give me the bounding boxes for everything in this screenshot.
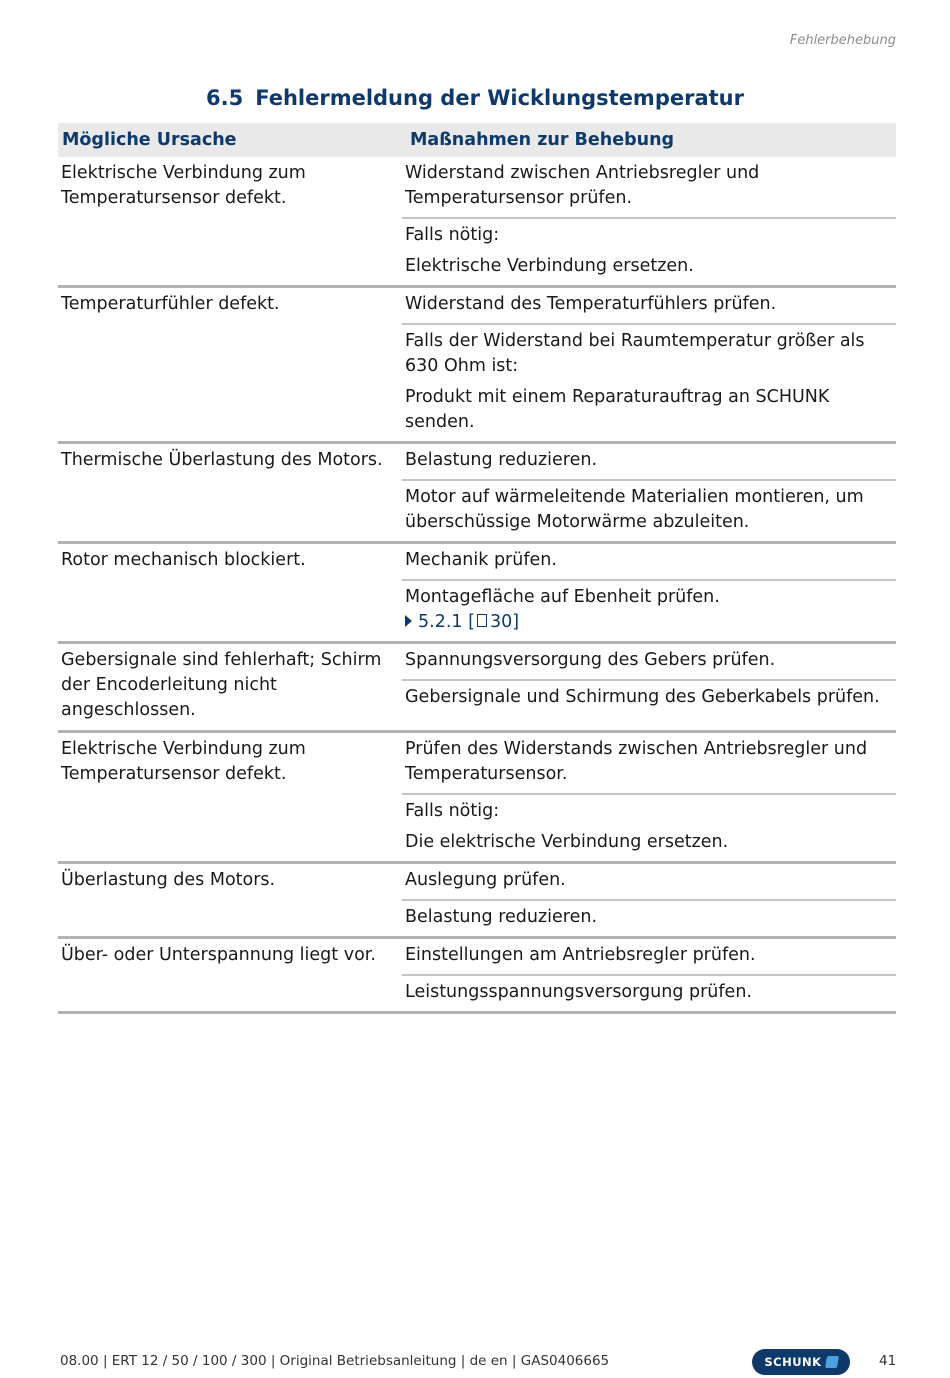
xref-page: 30 <box>489 612 513 632</box>
action-item-text: Montagefläche auf Ebenheit prüfen. <box>405 587 720 607</box>
footer-text: 08.00 | ERT 12 / 50 / 100 / 300 | Original Betriebsanleitung | de en | GAS0406665 <box>60 1353 610 1369</box>
actions-cell <box>402 864 896 936</box>
table-row <box>58 864 896 939</box>
action-item: Prüfen des Widerstands zwischen Antriebsregler und Temperatursensor. <box>402 733 896 795</box>
actions-cell <box>402 644 896 730</box>
cause-cell: Rotor mechanisch blockiert. <box>61 550 306 570</box>
action-item: Falls der Widerstand bei Raumtemperatur größer als 630 Ohm ist: <box>405 331 865 376</box>
action-item: Auslegung prüfen. <box>402 864 896 901</box>
xref-close-bracket: ] <box>512 612 520 632</box>
cause-cell: Temperaturfühler defekt. <box>61 294 280 314</box>
action-item: Motor auf wärmeleitende Materialien montieren, um überschüssige Motorwärme abzuleiten. <box>405 487 864 532</box>
actions-cell <box>402 444 896 541</box>
table-row <box>58 644 896 733</box>
actions-cell <box>402 544 896 641</box>
action-item: Spannungsversorgung des Gebers prüfen. <box>402 644 896 681</box>
action-item: Leistungsspannungsversorgung prüfen. <box>405 982 752 1002</box>
troubleshooting-table <box>58 123 896 1014</box>
cross-reference-link[interactable] <box>405 610 892 635</box>
action-item: Gebersignale und Schirmung des Geberkabels prüfen. <box>405 687 880 707</box>
action-item: Elektrische Verbindung ersetzen. <box>405 256 694 276</box>
header-actions: Maßnahmen zur Behebung <box>410 130 675 150</box>
action-item: Widerstand des Temperaturfühlers prüfen. <box>402 288 896 325</box>
cause-cell: Thermische Überlastung des Motors. <box>61 450 383 470</box>
running-head: Fehlerbehebung <box>789 33 896 48</box>
actions-cell <box>402 939 896 1011</box>
actions-cell <box>402 288 896 441</box>
table-row <box>58 157 896 288</box>
table-row <box>58 544 896 644</box>
logo-text: SCHUNK <box>764 1355 822 1369</box>
action-item: Widerstand zwischen Antriebsregler und Temperatursensor prüfen. <box>402 157 896 219</box>
header-cause: Mögliche Ursache <box>62 130 237 150</box>
cause-cell: Gebersignale sind fehlerhaft; Schirm der Encoderleitung nicht angeschlossen. <box>61 650 382 720</box>
table-header <box>58 123 896 157</box>
table-row <box>58 444 896 544</box>
section-title <box>0 86 950 110</box>
section-title-text: Fehlermeldung der Wicklungstemperatur <box>255 86 744 110</box>
section-number: 6.5 <box>206 86 244 110</box>
arrow-right-icon <box>405 615 412 627</box>
cause-cell: Elektrische Verbindung zum Temperatursensor defekt. <box>61 163 306 208</box>
table-row <box>58 288 896 444</box>
action-item: Belastung reduzieren. <box>405 907 598 927</box>
xref-open-bracket: [ <box>468 612 475 632</box>
logo-mark-icon <box>825 1356 839 1368</box>
table-row <box>58 733 896 864</box>
action-item: Belastung reduzieren. <box>402 444 896 481</box>
actions-cell <box>402 733 896 861</box>
action-item: Produkt mit einem Reparaturauftrag an SCHUNK senden. <box>405 387 830 432</box>
action-item: Falls nötig: <box>405 225 500 245</box>
action-item <box>402 581 896 641</box>
action-item: Die elektrische Verbindung ersetzen. <box>405 832 729 852</box>
table-row <box>58 939 896 1014</box>
schunk-logo <box>752 1349 850 1375</box>
actions-cell <box>402 157 896 285</box>
action-item: Mechanik prüfen. <box>402 544 896 581</box>
cause-cell: Über- oder Unterspannung liegt vor. <box>61 945 376 965</box>
cause-cell: Überlastung des Motors. <box>61 870 276 890</box>
cause-cell: Elektrische Verbindung zum Temperatursensor defekt. <box>61 739 306 784</box>
page-number: 41 <box>879 1353 897 1369</box>
page-icon <box>477 614 487 627</box>
xref-section: 5.2.1 <box>418 612 463 632</box>
action-item: Einstellungen am Antriebsregler prüfen. <box>402 939 896 976</box>
action-item: Falls nötig: <box>405 801 500 821</box>
